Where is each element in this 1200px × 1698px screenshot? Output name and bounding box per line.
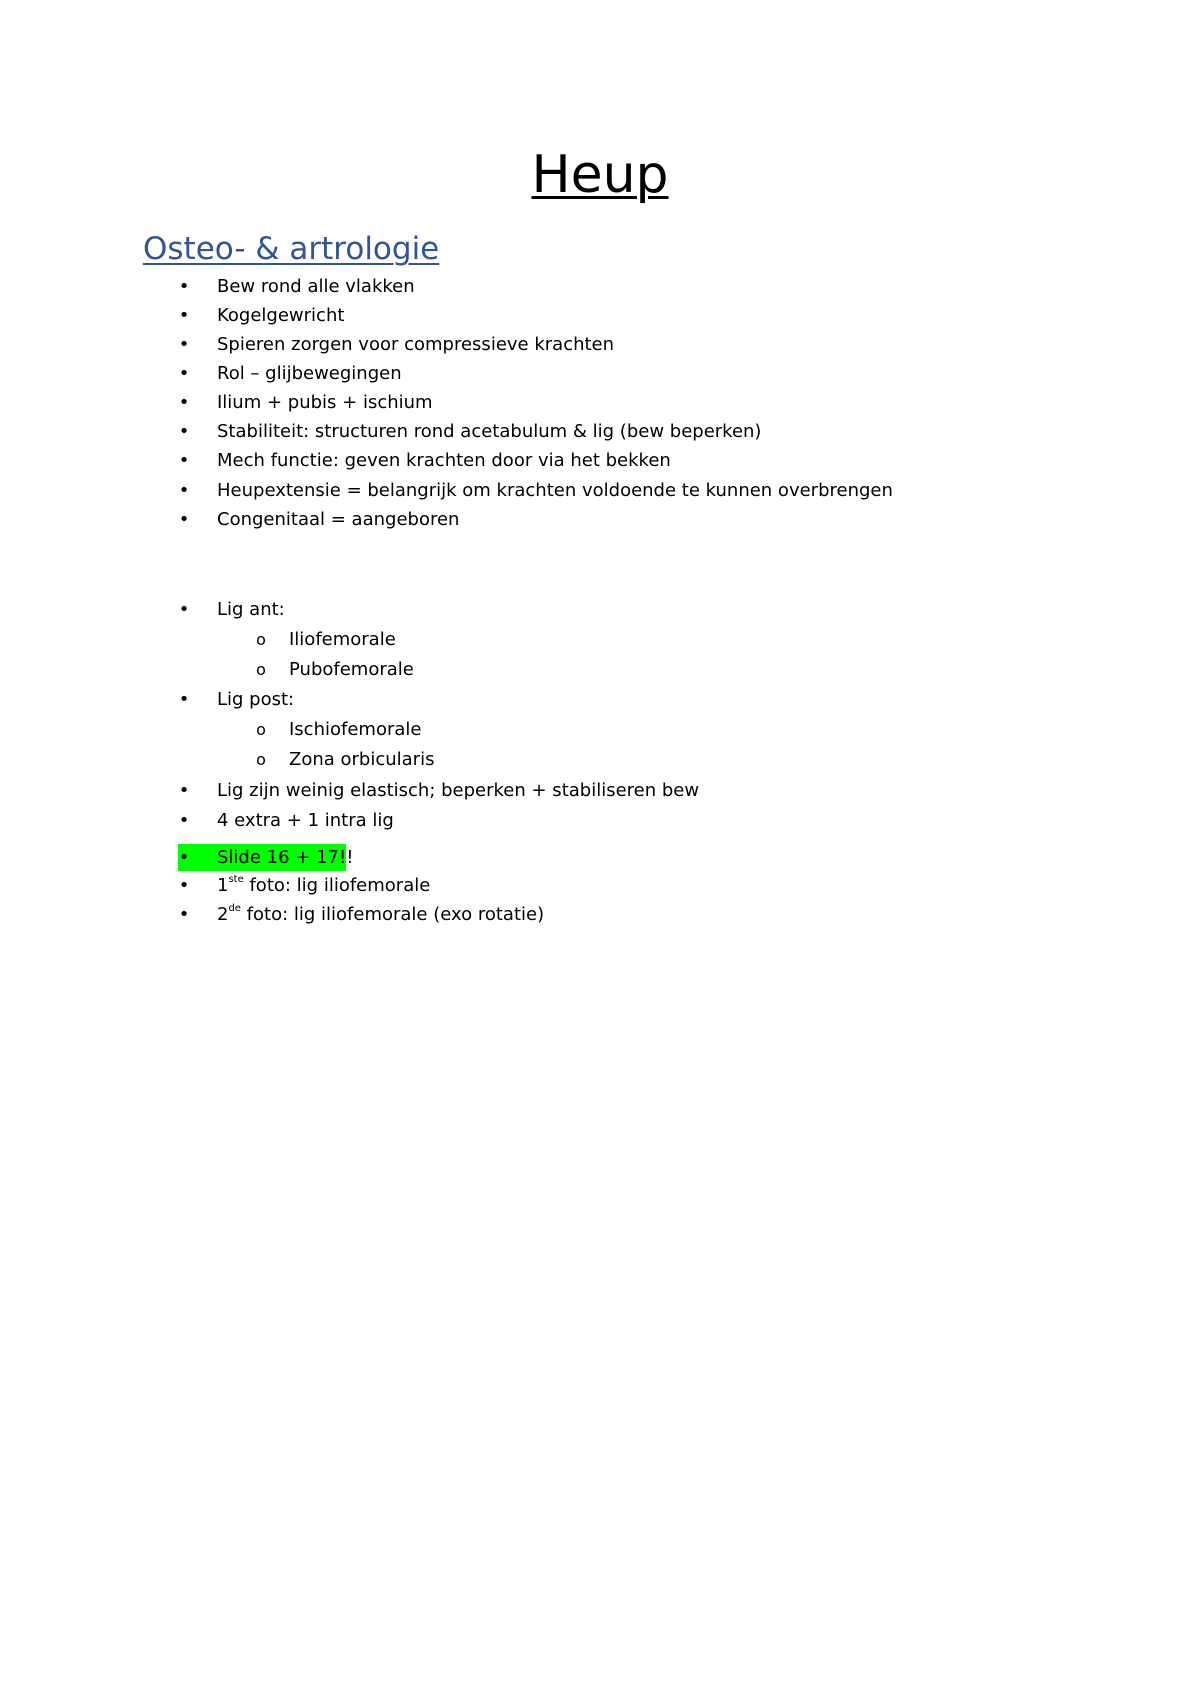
bullet-icon: • xyxy=(178,450,190,471)
list-item-text: Stabiliteit: structuren rond acetabulum & lig (bew beperken) xyxy=(217,421,762,442)
list-item-text: Congenitaal = aangeboren xyxy=(217,509,460,530)
sub-bullet-icon: o xyxy=(256,720,266,739)
ordinal-number: 2 xyxy=(217,904,229,925)
bullet-icon: • xyxy=(178,689,190,710)
lig-ant-label: Lig ant: xyxy=(217,599,285,620)
bullet-icon: • xyxy=(178,392,190,413)
sub-list-item-text: Iliofemorale xyxy=(289,629,396,650)
list-item-rest: foto: lig iliofemorale (exo rotatie) xyxy=(240,904,545,925)
list-item-text: Lig zijn weinig elastisch; beperken + stabiliseren bew xyxy=(217,780,700,801)
bullet-icon: • xyxy=(178,509,190,530)
list-item-text: Kogelgewricht xyxy=(217,305,345,326)
bullet-icon: • xyxy=(178,305,190,326)
bullet-icon: • xyxy=(178,780,190,801)
sub-bullet-icon: o xyxy=(256,630,266,649)
sub-bullet-icon: o xyxy=(256,660,266,679)
list-item-text: Heupextensie = belangrijk om krachten voldoende te kunnen overbrengen xyxy=(217,480,893,501)
bullet-icon: • xyxy=(178,334,190,355)
document-title xyxy=(0,140,1200,210)
lig-post-label: Lig post: xyxy=(217,689,295,710)
document-title-text: Heup xyxy=(531,145,669,205)
list-item-rest: foto: lig iliofemorale xyxy=(243,875,431,896)
list-item-text: Bew rond alle vlakken xyxy=(217,276,415,297)
section-heading: Osteo- & artrologie xyxy=(143,231,440,267)
list-item-text: Rol – glijbewegingen xyxy=(217,363,402,384)
sub-list-item-text: Zona orbicularis xyxy=(289,749,435,770)
list-item-text: Mech functie: geven krachten door via het bekken xyxy=(217,450,671,471)
ordinal-number: 1 xyxy=(217,875,229,896)
list-item-text: Spieren zorgen voor compressieve krachten xyxy=(217,334,615,355)
bullet-icon: • xyxy=(178,599,190,620)
bullet-icon: • xyxy=(178,363,190,384)
bullet-icon: • xyxy=(178,810,190,831)
sub-bullet-icon: o xyxy=(256,750,266,769)
bullet-icon: • xyxy=(178,421,190,442)
bullet-icon: • xyxy=(178,904,190,925)
ordinal-suffix: de xyxy=(228,903,241,914)
ordinal-suffix: ste xyxy=(228,874,244,885)
bullet-icon: • xyxy=(178,276,190,297)
list-item-text xyxy=(217,903,544,927)
bullet-icon: • xyxy=(178,480,190,501)
list-item-text xyxy=(217,874,430,898)
bullet-icon: • xyxy=(178,875,190,896)
sub-list-item-text: Pubofemorale xyxy=(289,659,414,680)
bullet-icon: • xyxy=(178,847,190,868)
list-item-text: Slide 16 + 17!! xyxy=(217,847,354,868)
sub-list-item-text: Ischiofemorale xyxy=(289,719,422,740)
list-item-text: 4 extra + 1 intra lig xyxy=(217,810,394,831)
list-item-text: Ilium + pubis + ischium xyxy=(217,392,433,413)
